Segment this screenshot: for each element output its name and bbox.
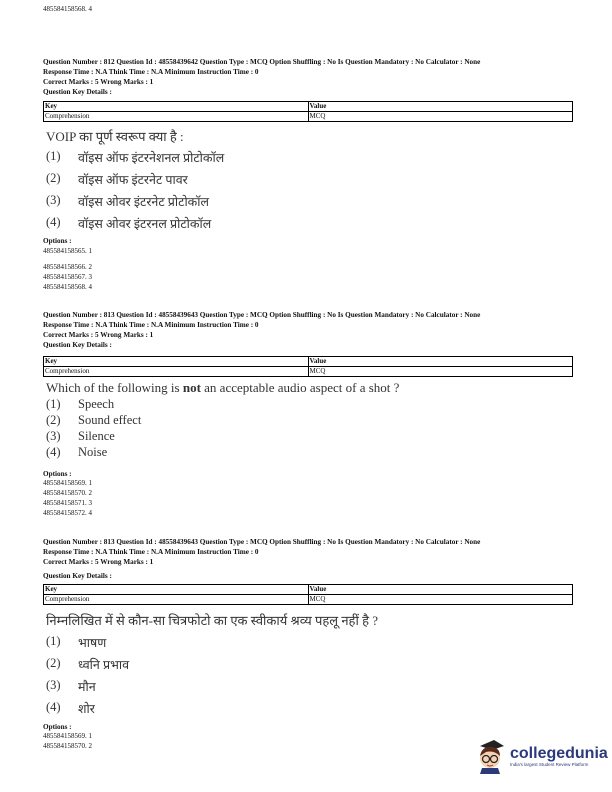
meta-line: Question Number : 813 Question Id : 48558439643 Question Type : MCQ Option Shuffling : No Is Question Mandatory : No Calculator : None (43, 538, 481, 546)
mascot-icon (476, 738, 506, 774)
option-text: वॉइस ऑफ इंटरनेट पावर (78, 173, 188, 187)
question-meta-812 (43, 57, 480, 97)
question-text-part: an acceptable audio aspect of a shot ? (200, 380, 400, 395)
question-text (46, 380, 399, 396)
option-number: (1) (46, 634, 61, 648)
option-text: Sound effect (78, 413, 142, 427)
value-header: Value (308, 357, 573, 367)
option-text: वॉइस ओवर इंटरनल प्रोटोकॉल (78, 217, 212, 231)
question-text: निम्नलिखित में से कौन-सा चित्रफोटो का एक स्वीकार्य श्रव्य पहलू नहीं है ? (46, 613, 379, 628)
option-number: (2) (46, 171, 61, 185)
option-number: (1) (46, 149, 61, 163)
option-id: 485584158568. 4 (43, 283, 92, 291)
option (46, 429, 141, 445)
option-id: 485584158570. 2 (43, 489, 92, 497)
meta-line: Response Time : N.A Think Time : N.A Minimum Instruction Time : 0 (43, 321, 259, 329)
option-number: (1) (46, 397, 61, 411)
option-text: मौन (78, 680, 96, 694)
option (46, 634, 129, 656)
option-number: (4) (46, 445, 61, 459)
value-header: Value (308, 585, 573, 595)
option-text: शोर (78, 702, 95, 716)
question-key-table (43, 101, 573, 122)
key-cell: Comprehension (44, 367, 309, 377)
option (46, 413, 141, 429)
option-list (46, 397, 141, 461)
option-id: 485584158569. 1 (43, 479, 92, 487)
option-id: 485584158571. 3 (43, 499, 92, 507)
option-number: (3) (46, 678, 61, 692)
logo-name: collegedunia (510, 744, 608, 762)
meta-line: Question Key Details : (43, 572, 112, 580)
option-ids (43, 731, 92, 751)
option-id: 485584158572. 4 (43, 509, 92, 517)
meta-line: Question Key Details : (43, 88, 112, 96)
option-id: 485584158570. 2 (43, 742, 92, 750)
meta-line: Response Time : N.A Think Time : N.A Minimum Instruction Time : 0 (43, 68, 259, 76)
option-text: Noise (78, 445, 108, 459)
top-option-id: 485584158568. 4 (43, 5, 92, 13)
value-header: Value (308, 102, 573, 112)
key-header: Key (44, 585, 309, 595)
key-header: Key (44, 102, 309, 112)
option (46, 149, 224, 171)
option-text: भाषण (78, 636, 107, 650)
key-header: Key (44, 357, 309, 367)
option-text: ध्वनि प्रभाव (78, 658, 130, 672)
option-text: वॉइस ऑफ इंटरनेशनल प्रोटोकॉल (78, 151, 225, 165)
option-text: वॉइस ओवर इंटरनेट प्रोटोकॉल (78, 195, 209, 209)
meta-line: Correct Marks : 5 Wrong Marks : 1 (43, 78, 154, 86)
option (46, 215, 224, 237)
question-key-table (43, 356, 573, 377)
option-number: (2) (46, 413, 61, 427)
option-text: Speech (78, 397, 115, 411)
question-text: VOIP का पूर्ण स्वरूप क्या है : (46, 129, 184, 144)
question-text-bold: not (182, 380, 201, 395)
meta-line: Question Key Details : (43, 341, 112, 349)
option-id: 485584158566. 2 (43, 263, 92, 271)
option-number: (4) (46, 700, 61, 714)
value-cell: MCQ (308, 112, 573, 122)
option-list (46, 634, 129, 722)
question-meta-813 (43, 310, 480, 350)
options-label: Options : (43, 470, 72, 478)
option-number: (3) (46, 193, 61, 207)
question-meta-813-hindi (43, 537, 480, 581)
key-cell: Comprehension (44, 595, 309, 605)
option-id: 485584158569. 1 (43, 732, 92, 740)
option-list (46, 149, 224, 237)
meta-line: Correct Marks : 5 Wrong Marks : 1 (43, 331, 154, 339)
meta-line: Correct Marks : 5 Wrong Marks : 1 (43, 558, 154, 566)
option-ids (43, 478, 92, 518)
option (46, 656, 129, 678)
option-number: (3) (46, 429, 61, 443)
option (46, 193, 224, 215)
option-text: Silence (78, 429, 115, 443)
collegedunia-logo (476, 738, 608, 774)
value-cell: MCQ (308, 595, 573, 605)
meta-line: Question Number : 813 Question Id : 48558439643 Question Type : MCQ Option Shuffling : No Is Question Mandatory : No Calculator : None (43, 311, 481, 319)
logo-tagline: India's largest Student Review Platform (510, 761, 589, 767)
meta-line: Response Time : N.A Think Time : N.A Minimum Instruction Time : 0 (43, 548, 259, 556)
option (46, 445, 141, 461)
key-cell: Comprehension (44, 112, 309, 122)
options-label: Options : (43, 723, 72, 731)
option (46, 700, 129, 722)
option (46, 397, 141, 413)
option-ids (43, 246, 92, 292)
option-number: (2) (46, 656, 61, 670)
option-id: 485584158565. 1 (43, 247, 92, 255)
meta-line: Question Number : 812 Question Id : 48558439642 Question Type : MCQ Option Shuffling : No Is Question Mandatory : No Calculator : None (43, 58, 481, 66)
question-key-table (43, 584, 573, 605)
options-label: Options : (43, 237, 72, 245)
option-id: 485584158567. 3 (43, 273, 92, 281)
value-cell: MCQ (308, 367, 573, 377)
question-text-part: Which of the following is (46, 380, 183, 395)
option (46, 171, 224, 193)
option-number: (4) (46, 215, 61, 229)
option (46, 678, 129, 700)
